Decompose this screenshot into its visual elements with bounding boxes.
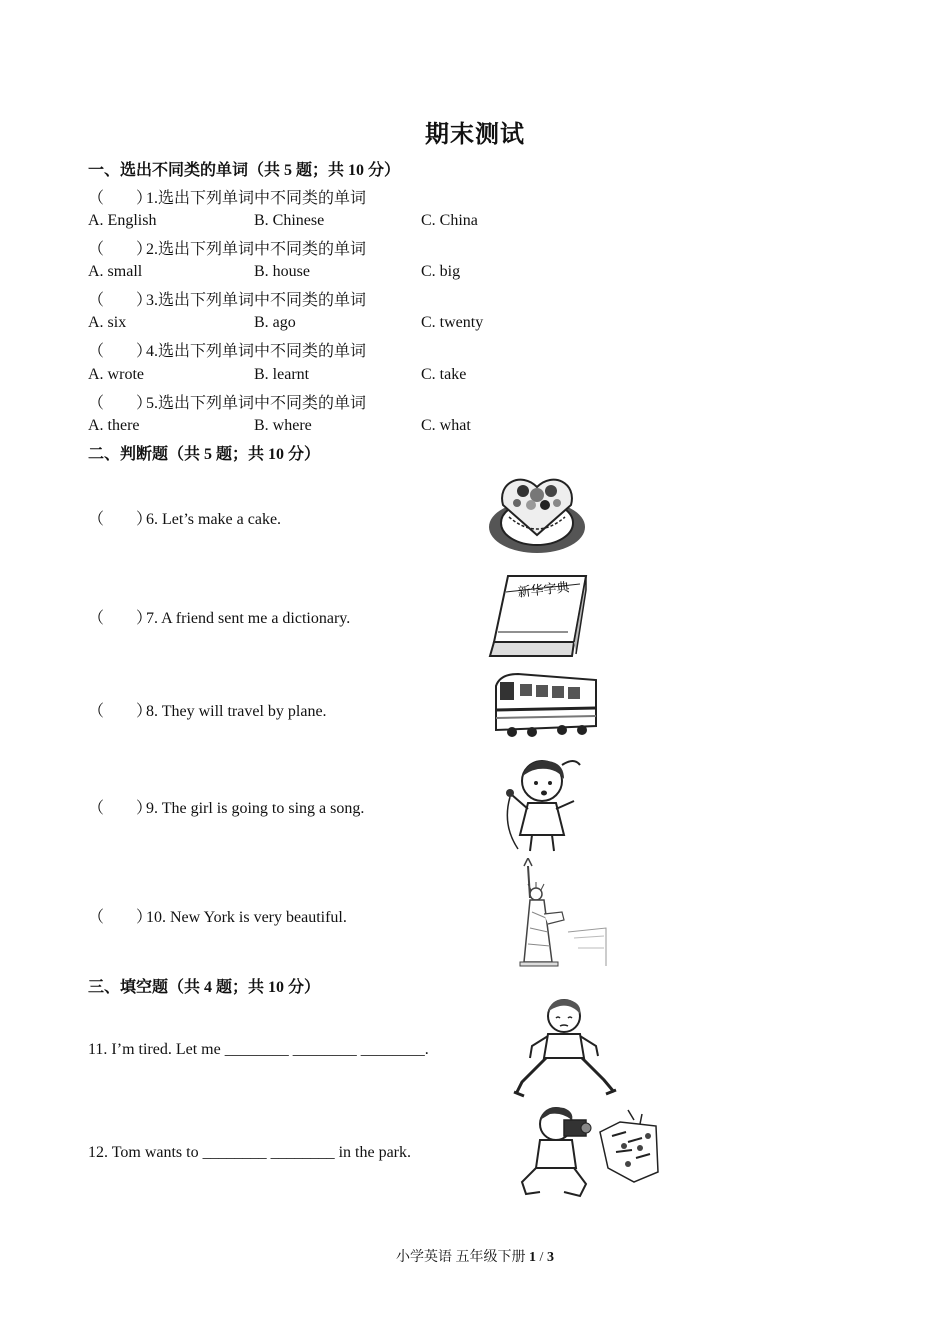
tired-boy-icon [512, 996, 618, 1098]
book-title: 新华字典 [516, 580, 571, 601]
option-c: C. what [421, 417, 471, 434]
answer-paren: （ ） [88, 395, 153, 412]
section-1-heading: 一、选出不同类的单词（共 5 题；共 10 分） [88, 162, 401, 179]
train-icon [492, 670, 598, 742]
singing-girl-icon [498, 755, 590, 853]
judge-text: 10. New York is very beautiful. [146, 909, 347, 926]
judge-text: 7. A friend sent me a dictionary. [146, 610, 351, 627]
judge-text: 6. Let’s make a cake. [146, 511, 282, 528]
option-a: A. small [88, 263, 143, 280]
dictionary-icon [486, 572, 588, 660]
question-stem [88, 338, 366, 361]
option-b: B. Chinese [254, 212, 325, 229]
question-stem-text: 4.选出下列单词中不同类的单词 [146, 343, 367, 360]
judge-item-6 [88, 506, 281, 529]
option-b: B. ago [254, 314, 296, 331]
judge-item-7 [88, 605, 350, 628]
question-stem-text: 5.选出下列单词中不同类的单词 [146, 395, 367, 412]
question-stem [88, 185, 366, 208]
page-title: 期末测试 [425, 122, 525, 148]
option-a: A. six [88, 314, 127, 331]
answer-paren: （ ） [88, 190, 153, 207]
footer-page-number: 1 [529, 1250, 537, 1265]
option-c: C. big [421, 263, 461, 280]
answer-paren: （ ） [88, 511, 153, 528]
option-a: A. English [88, 212, 157, 229]
judge-item-8 [88, 698, 327, 721]
fill-item-11: 11. I’m tired. Let me ________ ________ ________. [88, 1041, 429, 1058]
footer-subject: 小学英语 五年级下册 [396, 1250, 530, 1265]
question-stem [88, 287, 366, 310]
judge-item-9 [88, 795, 364, 818]
option-b: B. where [254, 417, 312, 434]
question-stem-text: 2.选出下列单词中不同类的单词 [146, 241, 367, 258]
judge-text: 8. They will travel by plane. [146, 703, 327, 720]
section-3-heading: 三、填空题（共 4 题；共 10 分） [88, 979, 321, 996]
question-stem-text: 1.选出下列单词中不同类的单词 [146, 190, 367, 207]
answer-paren: （ ） [88, 909, 153, 926]
option-b: B. learnt [254, 366, 310, 383]
option-b: B. house [254, 263, 310, 280]
fill-item-12: 12. Tom wants to ________ ________ in the park. [88, 1144, 412, 1161]
judge-text: 9. The girl is going to sing a song. [146, 800, 365, 817]
answer-paren: （ ） [88, 703, 153, 720]
option-c: C. China [421, 212, 478, 229]
option-c: C. twenty [421, 314, 484, 331]
question-stem-text: 3.选出下列单词中不同类的单词 [146, 292, 367, 309]
answer-paren: （ ） [88, 610, 153, 627]
question-stem [88, 390, 366, 413]
answer-paren: （ ） [88, 241, 153, 258]
footer-page-total: 3 [546, 1250, 554, 1265]
option-c: C. take [421, 366, 467, 383]
answer-paren: （ ） [88, 800, 153, 817]
photographer-icon [516, 1102, 662, 1198]
answer-paren: （ ） [88, 292, 153, 309]
footer-separator: / [536, 1250, 547, 1265]
question-stem [88, 236, 366, 259]
judge-item-10 [88, 904, 347, 927]
answer-paren: （ ） [88, 343, 153, 360]
section-2-heading: 二、判断题（共 5 题；共 10 分） [88, 446, 321, 463]
cake-icon [487, 465, 587, 557]
page-footer [0, 1246, 950, 1266]
statue-of-liberty-icon [518, 858, 610, 968]
option-a: A. there [88, 417, 140, 434]
option-a: A. wrote [88, 366, 144, 383]
